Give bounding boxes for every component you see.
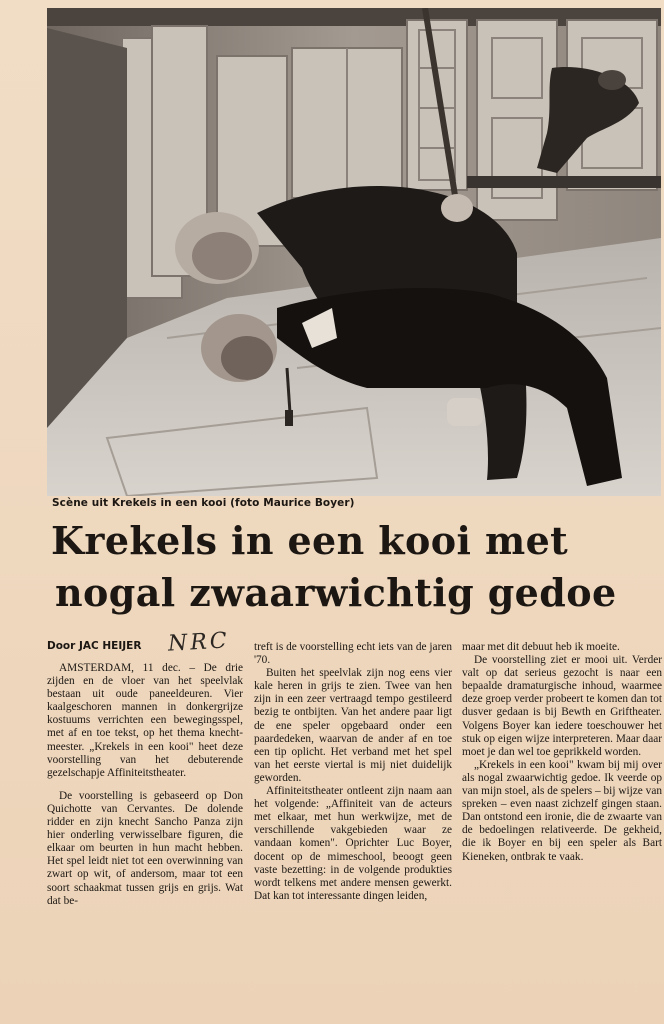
article-photo — [47, 8, 661, 496]
paragraph: Affiniteitstheater ontleent zijn naam aan het volgende: „Affiniteit van de acteurs met elkaar, met hun werkwijze, met de verschillende vakgebieden waar ze vandaan komen". Oprichter Luc Boyer, docent op de mimeschool, beoogt geen vaste bezetting: in de volgende produkties wordt telkens met andere mensen gewerkt. Dat kan tot interessante dingen leiden, — [254, 785, 452, 902]
handwritten-note: NRC — [167, 628, 231, 657]
paragraph: De voorstelling ziet er mooi uit. Verder valt op dat serieus gezocht is naar een bepaalde dramaturgische inhoud, waarmee deze groep verder probeert te komen dan tot dusver gedaan is bij Bewth en Griftheater. Volgens Boyer kan iedere toeschouwer het stuk op eigen wijze interpreteren. Maar daar moet je dan wel toe geprikkeld worden. — [462, 654, 662, 758]
paragraph: Buiten het speelvlak zijn nog eens vier kale heren in grijs te zien. Twee van hen zijn in een zeer vertraagd tempo gestileerd bezig te ontbijten. Van het andere paar ligt de ene speler opgebaard onder een paardedeken, waarvan de ander af en toe een tip oplicht. Het verband met het spel van het eerste viertal is mij niet duidelijk geworden. — [254, 667, 452, 784]
paragraph: treft is de voorstelling echt iets van de jaren '70. — [254, 641, 452, 667]
headline-line-2: nogal zwaarwichtig gedoe — [55, 570, 617, 615]
article-column-1 — [47, 662, 243, 908]
paragraph: De voorstelling is gebaseerd op Don Quichotte van Cervantes. De dolende ridder en zijn knecht Sancho Panza zijn hier onderling verwisselbare figuren, die elkaar om beurten in hun macht hebben. Het spel leidt niet tot een overwinning van zwart op wit, of andersom, maar tot een soort schaakmat tussen grijs en grijs. Wat dat be- — [47, 789, 243, 907]
article-column-3 — [462, 641, 662, 864]
author-byline: Door JAC HEIJER — [47, 640, 142, 652]
paragraph: „Krekels in een kooi" kwam bij mij over als nogal zwaarwichtig gedoe. Ik veerde op van mijn stoel, als de spelers – bij wijze van spreken – even naast zichzelf gingen staan. Dan ontstond een ironie, die de zwaarte van de bedoelingen relativeerde. De gekheid, die ik Boyer en bij een speler als Bart Kieneken, ontbrak te vaak. — [462, 758, 662, 863]
article-column-2 — [254, 641, 452, 903]
paragraph: maar met dit debuut heb ik moeite. — [462, 641, 620, 653]
photo-caption: Scène uit Krekels in een kooi (foto Maurice Boyer) — [52, 497, 355, 509]
headline-line-1: Krekels in een kooi met — [51, 518, 569, 563]
performance-photo-image — [47, 8, 661, 496]
paragraph: AMSTERDAM, 11 dec. – De drie zijden en de vloer van het speelvlak bestaan uit oude paneeldeuren. Vier kaalgeschoren mannen in donkergrijze kostuums verrichten een bewegingsspel, met af en toe tekst, op het thema knecht-meester. „Krekels in een kooi" heet deze voorstelling van het debuterende gezelschapje Affiniteitstheater. — [47, 662, 243, 779]
article-headline — [46, 515, 656, 619]
